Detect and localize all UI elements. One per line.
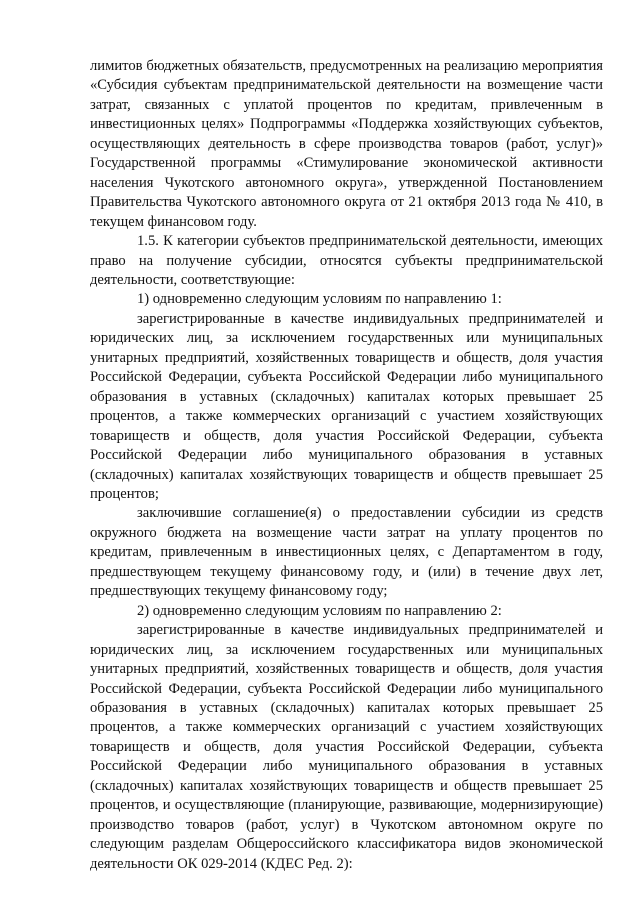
paragraph-direction-2-registered: зарегистрированные в качестве индивидуальных предпринимателей и юридических лиц, за исключением государственных или муниципальных унитарных предприятий, хозяйственных товариществ и обществ, доля участия Российской Федерации, субъекта Российской Федерации либо муниципального образования в уставных (складочных) капиталах которых превышает 25 процентов, а также коммерческих организаций с участием хозяйствующих товариществ и обществ, доля участия Российской Федерации, субъекта Российской Федерации либо муниципального образования в уставных (складочных) капиталах хозяйствующих товариществ и обществ превышает 25 процентов, и осуществляющие (планирующие, развивающие, модернизирующие) производство товаров (работ, услуг) в Чукотском автономном округе по следующим разделам Общероссийского классификатора видов экономической деятельности ОК 029-2014 (КДЕС Ред. 2): bbox=[90, 622, 603, 872]
paragraph-direction-1-heading: 1) одновременно следующим условиям по направлению 1: bbox=[137, 291, 502, 308]
paragraph-budget-limits: лимитов бюджетных обязательств, предусмотренных на реализацию мероприятия «Субсидия субъектам предпринимательской деятельности на возмещение части затрат, связанных с уплатой процентов по кредитам, привлеченным в инвестиционных целях» Подпрограммы «Поддержка хозяйствующих субъектов, осуществляющих деятельность в сфере производства товаров (работ, услуг)» Государственной программы «Стимулирование экономической активности населения Чукотского автономного округа», утвержденной Постановлением Правительства Чукотского автономного округа от 21 октября 2013 года № 410, в текущем финансовом году. bbox=[90, 58, 603, 230]
paragraph-direction-1-registered: зарегистрированные в качестве индивидуальных предпринимателей и юридических лиц, за исключением государственных или муниципальных унитарных предприятий, хозяйственных товариществ и обществ, доля участия Российской Федерации, субъекта Российской Федерации либо муниципального образования в уставных (складочных) капиталах которых превышает 25 процентов, а также коммерческих организаций с участием хозяйствующих товариществ и обществ, доля участия Российской Федерации, субъекта Российской Федерации либо муниципального образования в уставных (складочных) капиталах хозяйствующих товариществ и обществ превышает 25 процентов; bbox=[90, 310, 603, 502]
paragraph-direction-1-agreements: заключившие соглашение(я) о предоставлении субсидии из средств окружного бюджета на возмещение части затрат на уплату процентов по кредитам, привлеченным в инвестиционных целях, с Департаментом в году, предшествующем текущему финансовому году, и (или) в течение двух лет, предшествующих текущему финансовому году; bbox=[90, 505, 603, 600]
paragraph-direction-2-heading: 2) одновременно следующим условиям по направлению 2: bbox=[137, 602, 502, 619]
document-page bbox=[90, 57, 603, 874]
paragraph-1-5-categories: 1.5. К категории субъектов предпринимательской деятельности, имеющих право на получение субсидии, относятся субъекты предпринимательской деятельности, соответствующие: bbox=[90, 233, 603, 288]
